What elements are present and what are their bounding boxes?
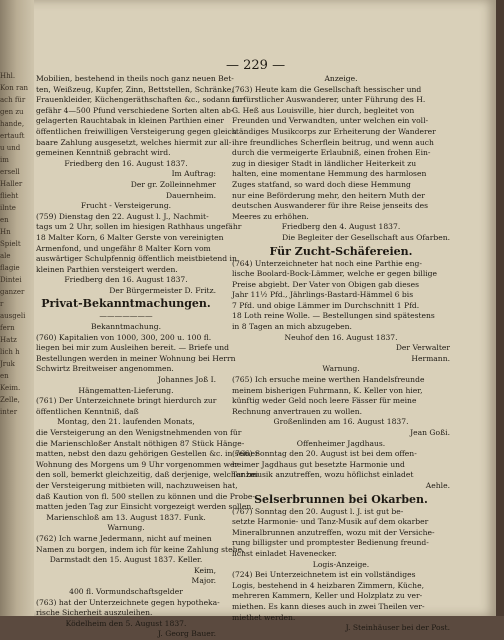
left-column-line: die Versteigerung an den Wenigstnehmenden von für (36, 428, 242, 437)
right-column-line: Friedberg den 4. August 1837. (281, 222, 401, 232)
left-column-line: 400 fl. Vormundschaftsgelder (69, 586, 183, 596)
margin-fragment: ach für (0, 96, 26, 104)
right-column-line: Jean Goßi. (410, 428, 450, 437)
left-column-line: Friedberg den 16. August 1837. (64, 275, 188, 285)
right-column-line: (764) Unterzeichneter hat noch eine Parthie eng- (232, 258, 422, 268)
left-column-line: Privat-Bekanntmachungen. (41, 297, 211, 311)
right-column-line: 7 Pfd. und obige Lämmer im Durchschnitt 1 Pfd. (232, 300, 420, 310)
right-column-line: Meeres zu erhöhen. (232, 211, 309, 221)
left-column-line: Friedberg den 16. August 1837. (64, 158, 188, 168)
left-column-line: J. Georg Bauer. (157, 629, 216, 639)
right-column-line: rung billigster und promptester Bedienung freund- (232, 538, 429, 548)
left-column-line: der Versteigerung mitbieten will, nachzuweisen hat, (36, 480, 238, 490)
right-column-line: Die Begleiter der Gesellschaft aus Ofarben. (282, 232, 450, 242)
right-column-line: ständiges Musikcorps zur Erheiterung der Wanderer (232, 126, 436, 136)
right-column-line: meinem bisherigen Fuhrmann, K. Keller von hier, (232, 385, 423, 395)
right-column-line: G. Heß aus Louisville, hier durch, begleitet von (232, 105, 415, 115)
right-column-line: Offenheimer Jagdhaus. (296, 438, 386, 448)
right-column-line: Tanzmusik anzutreffen, wozu höflichst einladet (232, 470, 414, 480)
right-column-line: lische Boolard-Bock-Lämmer, welche er gegen billige (232, 269, 438, 279)
margin-fragment: Zelle, (0, 396, 20, 404)
left-column-line: Frucht - Versteigerung. (80, 201, 172, 211)
right-column-line: Der Verwalter (395, 343, 450, 353)
left-column-line: Im Auftrag: (171, 169, 216, 179)
margin-fragment: ausgeli (0, 312, 26, 320)
left-column-line: ten, Weißzeug, Kupfer, Zinn, Bettstellen, Schränke, (36, 84, 234, 94)
right-column-line: Hermann. (411, 353, 450, 363)
left-column-line: (759) Dienstag den 22. August l. J., Nachmit- (36, 211, 209, 221)
left-column-line: baare Zahlung ausgesetzt, welches hiermit zur all- (36, 137, 232, 147)
left-column-line: Johannes Joß I. (157, 375, 216, 385)
left-column-line: Montag, den 21. laufenden Monats, (57, 417, 195, 427)
right-column-line: miethen. Es kann dieses auch in zwei Theilen ver- (232, 601, 425, 611)
right-column-line: Jahr 11½ Pfd., Jährlings-Bastard-Hämmel 6 bis (232, 290, 414, 300)
left-column (36, 74, 259, 640)
left-column-line: tags um 2 Uhr, sollen im hiesigen Rathhaus ungefähr (36, 222, 242, 232)
left-column-line: auswärtiger Schulpfennig öffentlich meistbietend in (36, 254, 237, 264)
margin-fragment: en (0, 372, 9, 380)
margin-fragment: gen zu (0, 108, 24, 116)
page-number: — 229 — (226, 58, 286, 73)
left-column-line: Dauernheim. (166, 190, 216, 200)
right-column-line: lichst einladet Havenecker. (232, 548, 337, 558)
margin-fragment: im (0, 156, 9, 164)
margin-fragment: flagie (0, 264, 20, 272)
margin-fragment: Jruk (0, 360, 15, 368)
right-column-line: miethet werden. (232, 612, 296, 622)
right-column-line: (724) Bei Unterzeichnetem ist ein vollständiges (232, 570, 416, 580)
left-column-line: Keim, (193, 565, 216, 575)
right-column-line: Rechnung anvertrauen zu wollen. (232, 406, 363, 416)
margin-fragment: inter (0, 408, 18, 416)
right-column-line: Warnung. (322, 364, 360, 374)
right-column-line: (767) Sonntag den 20. August l. J. ist gut be- (232, 506, 404, 516)
left-column-line: (760) Kapitalien von 1000, 300, 200 u. 100 fl. (36, 332, 212, 342)
right-column-line: Preise abgiebt. Der Vater von Obigen gab dieses (232, 279, 419, 289)
right-column-line: furfürstlicher Auswanderer, unter Führung des H. (232, 95, 426, 105)
margin-fragment: Kon ran (0, 84, 29, 92)
left-column-line: ——————— (99, 311, 153, 321)
right-column-line: Großenlinden am 16. August 1837. (273, 417, 409, 427)
right-column-line: Aehle. (425, 480, 450, 490)
right-column (232, 74, 450, 634)
margin-fragment: lich h (0, 348, 20, 356)
right-column-line: künftig weder Geld noch leere Fässer für meine (232, 396, 417, 406)
right-column-line: Mineralbrunnen anzutreffen, wozu mit der Versiche- (232, 527, 435, 537)
margin-fragment: Dintei (0, 276, 22, 284)
left-column-line: Armenfond, und ungefähr 8 Malter Korn vom (36, 243, 211, 253)
left-column-line: Der gr. Zolleinnehmer (130, 179, 216, 189)
right-column-line: Selserbrunnen bei Okarben. (254, 492, 428, 506)
left-column-line: Namen zu borgen, indem ich für keine Zahlung stehe. (36, 544, 245, 554)
right-column-line: Neuhof den 16. August 1837. (284, 332, 398, 342)
margin-fragment: hande, (0, 120, 25, 128)
right-column-line: Logis, bestehend in 4 heizbaren Zimmern, Küche, (232, 580, 424, 590)
left-column-line: daß Kaution von fl. 500 stellen zu können und die Probe- (36, 491, 255, 501)
right-column-line: Zuges statfand, so ward doch diese Hemmung (232, 179, 411, 189)
left-column-line: matten jeden Tag zur Einsicht vorgezeigt werden sollen. (36, 502, 254, 512)
left-column-line: die Marienschloßer Anstalt nöthigen 87 Stück Hänge- (36, 438, 245, 448)
left-column-line: Bestellungen werden in meiner Wohnung bei Herrn (36, 353, 236, 363)
right-column-line: zug in diesiger Stadt in ländlicher Heiterkeit zu (232, 158, 417, 168)
margin-fragment: fern (0, 324, 15, 332)
facing-page-margin-text (0, 70, 32, 418)
left-column-line: (763) hat der Unterzeichnete gegen hypotheka- (36, 597, 220, 607)
left-column-line: liegen bei mir zum Ausleihen bereit. — Briefe und (36, 343, 229, 353)
left-column-line: Mobilien, bestehend in theils noch ganz neuen Bet- (36, 74, 234, 83)
left-column-line: gefähr 4—500 Pfund verschiedene Sorten alten ab- (36, 105, 234, 115)
left-column-line: öffentlichen Kenntniß, daß (36, 406, 139, 416)
left-column-line: Bekanntmachung. (91, 322, 161, 332)
right-column-line: setzte Harmonie- und Tanz-Musik auf dem okarber (232, 517, 429, 527)
right-column-line: heimer Jagdhaus gut besetzte Harmonie und (232, 459, 405, 469)
left-column-line: kleinen Parthien versteigert werden. (36, 264, 178, 274)
margin-fragment: r (0, 300, 4, 308)
margin-fragment: en (0, 216, 9, 224)
left-column-line: Darmstadt den 15. August 1837. Keller. (49, 555, 203, 565)
left-column-line: (761) Der Unterzeichnete bringt hierdurch zur (36, 396, 217, 406)
right-column-line: halten, eine momentane Hemmung des harmlosen (232, 169, 427, 179)
right-column-line: (763) Heute kam die Gesellschaft hessischer und (232, 84, 422, 94)
margin-fragment: flieht (0, 192, 19, 200)
book-cover-edge (496, 0, 504, 616)
right-column-line: ihre freundliches Scherflein beitrug, und wenn auch (232, 137, 434, 147)
left-column-line: Hängematten-Lieferung. (78, 385, 174, 395)
right-column-line: Anzeige. (324, 74, 358, 83)
left-column-line: Marienschloß am 13. August 1837. Funk. (46, 512, 206, 522)
right-column-line: Logis-Anzeige. (312, 559, 370, 569)
right-column-line: in 8 Tagen an mich abzugeben. (232, 322, 352, 332)
right-column-line: (765) Ich ersuche meine werthen Handelsfreunde (232, 375, 425, 385)
right-column-line: Freunden und Verwandten, unter welchen ein voll- (232, 116, 429, 126)
left-column-line: (762) Ich warne Jedermann, nicht auf meinen (36, 533, 212, 543)
left-column-line: Ködelheim den 5. August 1837. (65, 618, 187, 628)
right-column-line: J. Steinhäuser bei der Post. (345, 623, 450, 633)
left-column-line: öffentlichen freiwilligen Versteigerung gegen gleich (36, 126, 237, 136)
right-column-line: durch die vermeigerte Erlaubniß, einen frohen Ein- (232, 148, 431, 158)
right-column-line: 18 Loth reine Wolle. — Bestellungen sind spätestens (232, 311, 435, 321)
right-column-line: Für Zucht-Schäfereien. (269, 244, 413, 258)
margin-fragment: ganzer (0, 288, 25, 296)
left-column-line: den soll, bemerkt gleichzeitig, daß derjenige, welcher bei (36, 470, 259, 480)
left-column-line: Schwirtz Breitweiser angenommen. (36, 364, 174, 374)
right-column-line: nur eine Beförderung mehr, den heitern Muth der (232, 190, 425, 200)
right-column-line: mehreren Kammern, Keller und Holzplatz zu ver- (232, 591, 423, 601)
left-column-line: matten, nebst den dazu gehörigen Gestellen &c. in seiner (36, 449, 259, 459)
margin-fragment: Hhl. (0, 72, 16, 80)
left-column-line: gemeinen Kenntniß gebracht wird. (36, 148, 171, 158)
left-column-line: Warnung. (107, 523, 145, 533)
right-column-line: deutschen Auswanderer für ihre Reise jenseits des (232, 201, 429, 211)
margin-fragment: ertauft (0, 132, 25, 140)
margin-fragment: ale (0, 252, 11, 260)
margin-fragment: Hn (0, 228, 11, 236)
right-column-line: (766) Sonntag den 20. August ist bei dem offen- (232, 449, 417, 459)
left-column-line: Frauenkleider, Küchengeräthschaften &c., sodann un- (36, 95, 245, 105)
margin-fragment: Spielt (0, 240, 21, 248)
margin-fragment: Hatz (0, 336, 17, 344)
left-column-line: gelagerten Rauchtabak in kleinen Parthien einer (36, 116, 224, 126)
left-column-line: 18 Malter Korn, 6 Malter Gerste von vereinigten (36, 232, 224, 242)
margin-fragment: Haller (0, 180, 23, 188)
margin-fragment: ersell (0, 168, 20, 176)
left-column-line: Der Bürgermeister D. Fritz. (109, 285, 216, 295)
left-column-line: Wohnung des Morgens um 9 Uhr vorgenommen wer- (36, 459, 241, 469)
left-column-line: rische Sicherheit auszuleihen. (36, 608, 153, 618)
margin-fragment: u und (0, 144, 21, 152)
left-column-line: Major. (191, 576, 216, 586)
margin-fragment: Keim. (0, 384, 21, 392)
margin-fragment: ilnte (0, 204, 16, 212)
